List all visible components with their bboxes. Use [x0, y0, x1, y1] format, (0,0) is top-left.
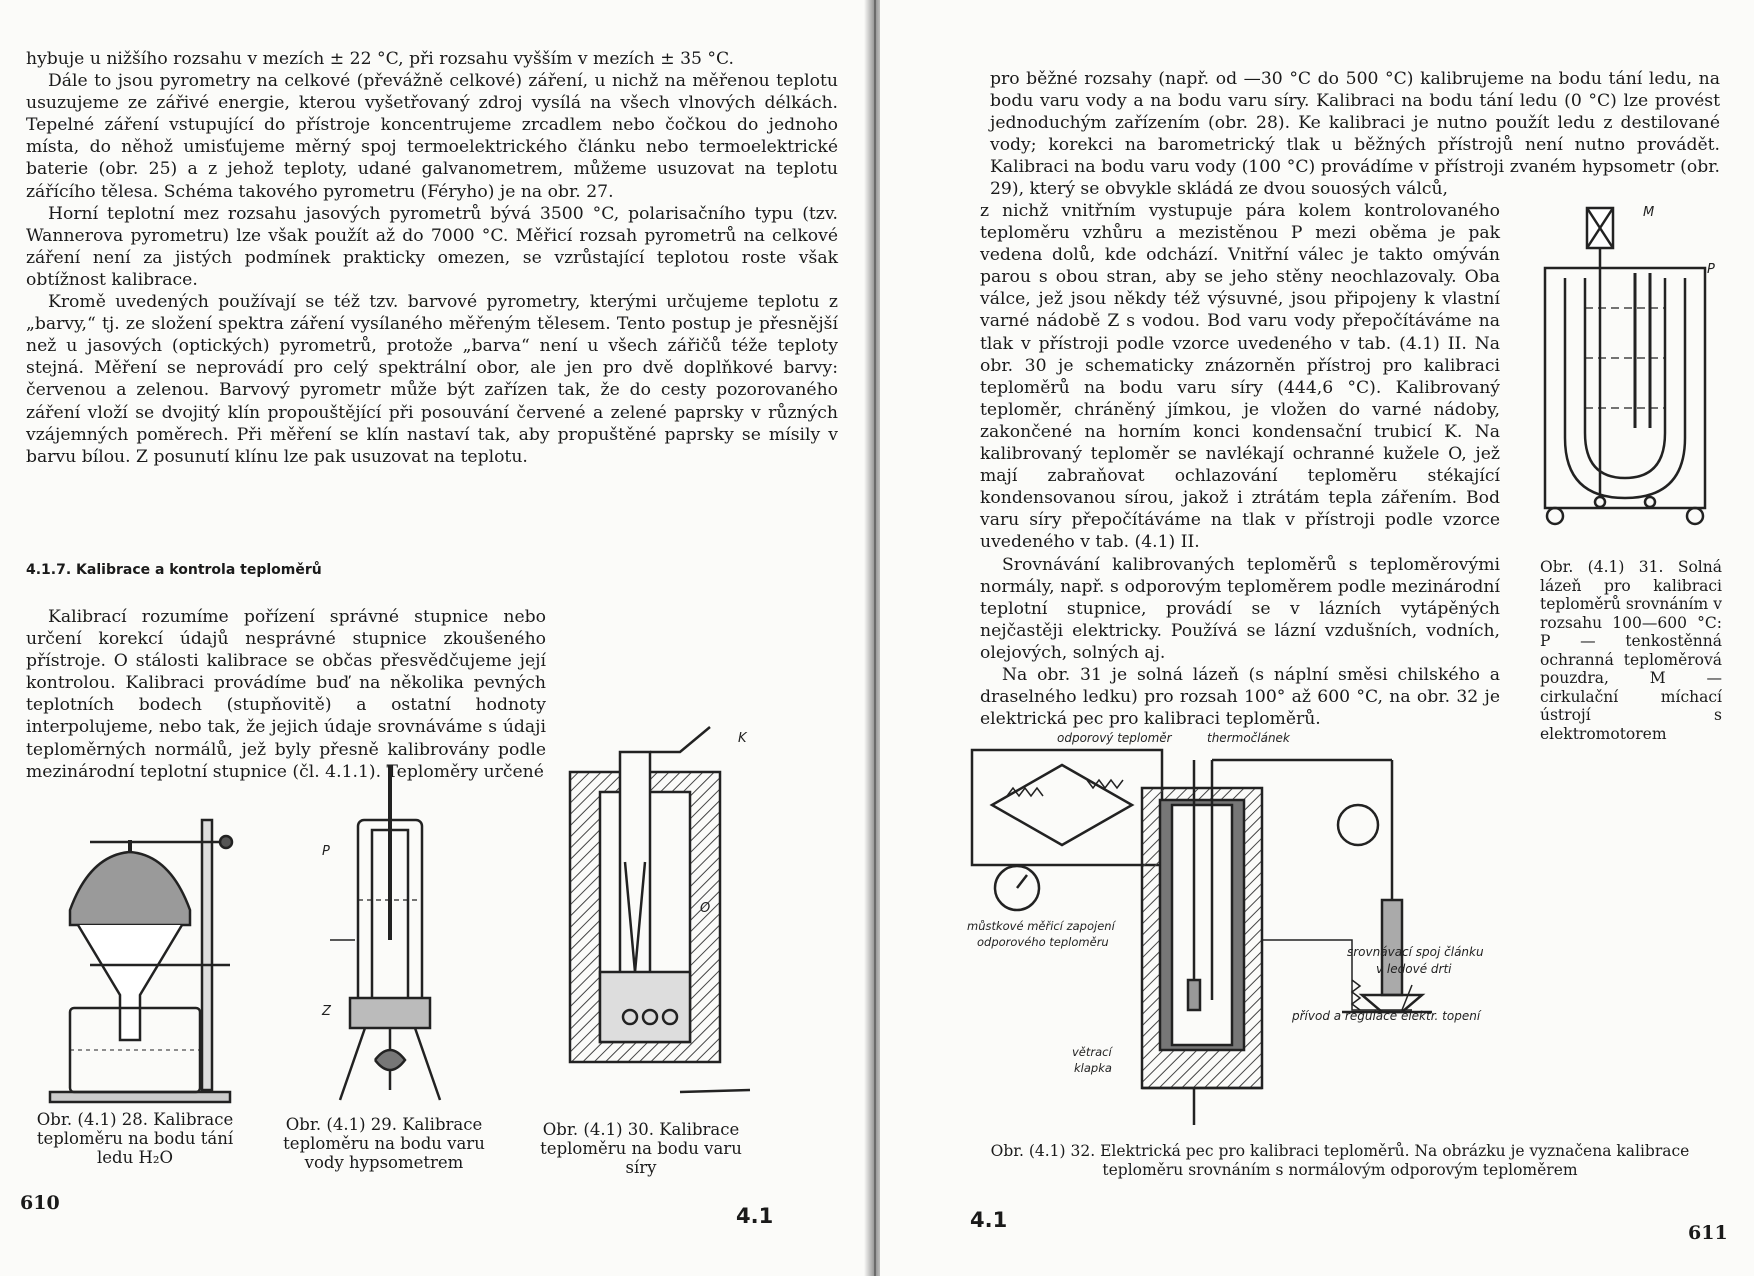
label-k: K	[738, 731, 747, 746]
paragraph: pro běžné rozsahy (např. od —30 °C do 500 °C) kalibrujeme na bodu tání ledu, na bodu varu vody a na bodu varu síry. Kalibraci na bodu tání ledu (0 °C) lze provést jednoduchým zařízením (obr. 28). Ke kalibraci je nutno použít ledu z destilované vody; korekci na barometrický tlak u běžných přístrojů není nutno provádět. Kalibraci na bodu varu vody (100 °C) provádíme v přístroji zvaném hypsometr (obr. 29), který se obvykle skládá ze dvou souosých válců,	[990, 69, 1720, 200]
paragraph: Na obr. 31 je solná lázeň (s náplní směsi chilského a draselného ledku) pro rozsah 100° až 600 °C, na obr. 32 je elektrická pec pro kalibraci teploměrů.	[980, 664, 1500, 730]
caption-fig28: Obr. (4.1) 28. Kalibrace teploměru na bodu tání ledu H₂O	[36, 1110, 234, 1167]
label-vetraci-1: větrací	[1072, 1045, 1112, 1059]
right-top-text	[990, 68, 1720, 201]
label-p: P	[1707, 262, 1715, 277]
figure-32-electric-furnace	[962, 730, 1562, 1130]
label-o: O	[700, 901, 711, 916]
label-z: Z	[322, 1004, 331, 1019]
label-thermoclanek: thermočlánek	[1207, 731, 1290, 745]
left-intro-text	[26, 48, 838, 468]
label-p: P	[322, 844, 330, 859]
caption-fig32: Obr. (4.1) 32. Elektrická pec pro kalibraci teploměrů. Na obrázku je vyznačena kalibrace teploměru srovnáním s normálovým odporovým teploměrem	[990, 1142, 1690, 1179]
section-heading: 4.1.7. Kalibrace a kontrola teploměrů	[26, 562, 322, 578]
section-number: 4.1	[736, 1204, 774, 1228]
label-privod: přívod a regulace elektr. topení	[1292, 1009, 1481, 1023]
paragraph: Dále to jsou pyrometry na celkové (převážně celkové) záření, u nichž na měřenou teplotu usuzujeme ze zářivé energie, kterou vyšetřovaný zdroj vysílá na všech vlnových délkách. Tepelné záření vstupující do přístroje koncentrujeme zrcadlem nebo čočkou do jednoho místa, do něhož umisťujeme měrný spoj termoelektrického článku nebo termoelektrické baterie (obr. 25) a z jehož teploty, udané galvanometrem, můžeme usuzovat na teplotu zářícího tělesa. Schéma takového pyrometru (Féryho) je na obr. 27.	[26, 71, 838, 202]
figure-31-salt-bath	[1525, 198, 1725, 558]
figure-30-sulphur	[560, 722, 760, 1107]
paragraph: Kromě uvedených používají se též tzv. barvové pyrometry, kterými určujeme teplotu z „barvy,“ tj. ze složení spektra záření vysílaného měřeným tělesem. Tento postup je přesnější než u jasových (optických) pyrometrů, protože „barva“ není u všech zářičů téže teploty stejná. Měření se neprovádí pro celý spektrální obor, ale jen pro dvě doplňkové barvy: červenou a zelenou. Barvový pyrometr může být zařízen tak, že do cesty pozorovaného záření vloží se dvojitý klín propouštějící při posouvání červené a zelené paprsky v různých vzájemných poměrech. Při měření se klín nastaví tak, aby propuštěné paprsky se mísily v barvu bílou. Z posunutí klínu lze pak usuzovat na teplotu.	[26, 292, 838, 467]
right-page	[880, 0, 1754, 1276]
paragraph: z nichž vnitřním vystupuje pára kolem kontrolovaného teploměru vzhůru a mezistěnou P mezi oběma je pak vedena dolů, kde odchází. Vnitřní válec je takto omýván parou s obou stran, aby se jeho stěny neochlazovaly. Oba válce, jež jsou někdy též výsuvné, jsou připojeny k vlastní varné nádobě Z s vodou. Bod varu vody přepočítáváme na tlak v přístroji podle vzorce uvedeného v tab. (4.1) II. Na obr. 30 je schematicky znázorněn přístroj pro kalibraci teploměrů na bodu varu síry (444,6 °C). Kalibrovaný teploměr, chráněný jímkou, je vložen do varné nádoby, zakončené na horním konci kondensační trubicí K. Na kalibrovaný teploměr se navlékají ochranné kužele O, jež mají zabraňovat ochlazování teploměru stékající kondensovanou sírou, jakož i ztrátám tepla zářením. Bod varu síry přepočítáváme na tlak v přístroji podle vzorce uvedeného v tab. (4.1) II.	[980, 201, 1500, 553]
paragraph: Kalibrací rozumíme pořízení správné stupnice nebo určení korekcí údajů nesprávné stupnice zkoušeného přístroje. O stálosti kalibrace se občas přesvědčujeme její kontrolou. Kalibraci provádíme buď na několika pevných teplotních bodech (stupňovitě) a ostatní hodnoty interpolujeme, nebo tak, že jejich údaje srovnáváme s údaji teploměrných normálů, jež byly přesně kalibrovány podle mezinárodní teplotní stupnice (čl. 4.1.1). Teploměry určené	[26, 607, 546, 782]
figure-29-hypsometer	[320, 760, 460, 1120]
label-srovnavaci-2: v ledové drti	[1376, 962, 1452, 976]
label-mustkove-1: můstkové měřicí zapojení	[967, 919, 1115, 933]
figure-28-ice-point	[30, 760, 240, 1120]
kalibrace-text	[26, 606, 546, 783]
paragraph: Srovnávání kalibrovaných teploměrů s teploměrovými normály, např. s odporovým teploměrem podle mezinárodní teplotní stupnice, provádí se v lázních vytápěných nejčastěji elektricky. Používá se lázní vzdušních, vodních, olejových, solných aj.	[980, 554, 1500, 663]
caption-fig30: Obr. (4.1) 30. Kalibrace teploměru na bodu varu síry	[540, 1120, 742, 1177]
label-srovnavaci-1: srovnávací spoj článku	[1347, 945, 1484, 959]
caption-fig31: Obr. (4.1) 31. Solná lázeň pro kalibraci teploměrů srovnáním v rozsahu 100—600 °C: P — tenkostěnná ochranná teploměrová pouzdra, M — cirkulační míchací ústrojí s elektromotorem	[1540, 558, 1722, 743]
right-narrow-text	[980, 200, 1500, 730]
label-mustkove-2: odporového teploměru	[977, 935, 1109, 949]
page-number: 611	[1688, 1222, 1728, 1244]
left-page	[0, 0, 872, 1276]
label-m: M	[1643, 205, 1655, 220]
label-vetraci-2: klapka	[1074, 1061, 1112, 1075]
caption-fig29: Obr. (4.1) 29. Kalibrace teploměru na bodu varu vody hypsometrem	[283, 1115, 485, 1172]
paragraph: hybuje u nižšího rozsahu v mezích ± 22 °C, při rozsahu vyšším v mezích ± 35 °C.	[26, 49, 735, 69]
paragraph: Horní teplotní mez rozsahu jasových pyrometrů bývá 3500 °C, polarisačního typu (tzv. Wannerova pyrometru) lze však použít až do 7000 °C. Měřicí rozsah pyrometrů na celkové záření není za jistých podmínek prakticky omezen, se vzrůstající teplotou roste však obtížnost kalibrace.	[26, 203, 838, 290]
label-odporovy: odporový teploměr	[1057, 731, 1172, 745]
page-number: 610	[20, 1192, 60, 1214]
section-number: 4.1	[970, 1208, 1008, 1232]
